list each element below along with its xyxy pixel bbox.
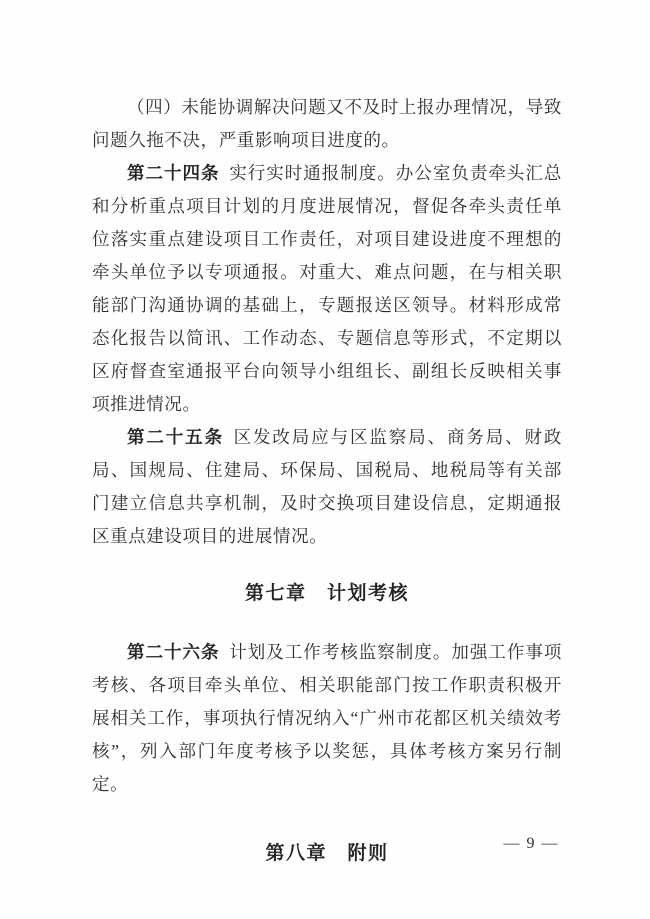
article-number-26: 第二十六条 [127,642,220,662]
paragraph-article-26 [92,636,562,801]
article-number-24: 第二十四条 [127,163,220,183]
document-body [92,91,562,870]
paragraph-article-24 [92,157,562,421]
paragraph-text: （四）未能协调解决问题又不及时上报办理情况，导致问题久拖不决，严重影响项目进度的。 [92,97,562,150]
paragraph-item-4 [92,91,562,157]
article-text-24: 实行实时通报制度。办公室负责牵头汇总和分析重点项目计划的月度进展情况，督促各牵头责任单位落实重点建设项目工作责任，对项目建设进度不理想的牵头单位予以专项通报。对重大、难点问题，在与相关职能部门沟通协调的基础上，专题报送区领导。材料形成常态化报告以简讯、工作动态、专题信息等形式，不定期以区府督查室通报平台向领导小组组长、副组长反映相关事项推进情况。 [92,163,562,414]
paragraph-article-25 [92,421,562,553]
chapter-heading-7: 第七章 计划考核 [244,583,409,604]
chapter-heading-8: 第八章 附则 [265,843,389,864]
article-number-25: 第二十五条 [127,427,224,447]
page-number: — 9 — [503,835,559,852]
article-text-26: 计划及工作考核监察制度。加强工作事项考核、各项目牵头单位、相关职能部门按工作职责积极开展相关工作，事项执行情况纳入“广州市花都区机关绩效考核”，列入部门年度考核予以奖惩，具体考核方案另行制定。 [92,642,562,794]
article-text-25: 区发改局应与区监察局、商务局、财政局、国规局、住建局、环保局、国税局、地税局等有关部门建立信息共享机制，及时交换项目建设信息，定期通报区重点建设项目的进展情况。 [92,427,563,546]
